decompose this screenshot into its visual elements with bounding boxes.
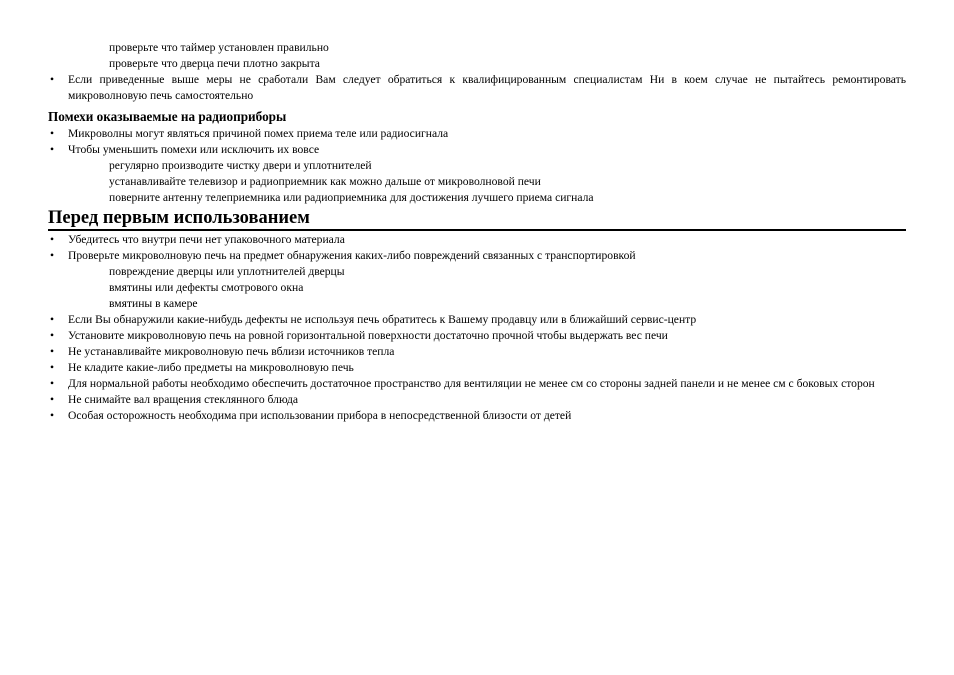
sub-item: регулярно производите чистку двери и уплотнителей: [109, 159, 372, 172]
check-item: проверьте что таймер установлен правильно: [109, 41, 329, 54]
sub-item: устанавливайте телевизор и радиоприемник как можно дальше от микроволновой печи: [109, 175, 541, 188]
list-item-text: Если Вы обнаружили какие-нибудь дефекты не используя печь обратитесь к Вашему продавцу или в ближайший сервис-центр: [68, 313, 697, 326]
list-item-text: Чтобы уменьшить помехи или исключить их вовсе: [68, 143, 320, 156]
bullet-icon: •: [50, 127, 55, 140]
list-item: [48, 408, 906, 424]
list-item: [48, 360, 906, 376]
list-item: [48, 72, 906, 104]
list-item: [48, 248, 906, 264]
bullet-icon: •: [50, 329, 55, 342]
list-item-text: Не устанавливайте микроволновую печь вблизи источников тепла: [68, 345, 395, 358]
bullet-icon: •: [50, 143, 55, 156]
list-item: [48, 142, 906, 158]
list-item-text: Не кладите какие-либо предметы на микроволновую печь: [68, 361, 354, 374]
list-item-text: Установите микроволновую печь на ровной горизонтальной поверхности достаточно прочной чтобы выдержать вес печи: [68, 329, 668, 342]
sub-item: вмятины в камере: [109, 297, 198, 310]
list-item: [48, 392, 906, 408]
section-title: Помехи оказываемые на радиоприборы: [48, 109, 287, 124]
bullet-icon: •: [50, 409, 55, 422]
list-item-text: Если приведенные выше меры не сработали Вам следует обратиться к квалифицированным специалистам Ни в коем случае не пытайтесь ремонтировать микроволновую печь самостоятельно: [68, 73, 906, 102]
list-item: [48, 376, 906, 392]
list-item-text: Не снимайте вал вращения стеклянного блюда: [68, 393, 299, 406]
sub-item: вмятины или дефекты смотрового окна: [109, 281, 304, 294]
bullet-icon: •: [50, 345, 55, 358]
list-item: [48, 328, 906, 344]
list-item-text: Для нормальной работы необходимо обеспечить достаточное пространство для вентиляции не менее см со стороны задней панели и не менее см с боковых сторон: [68, 377, 875, 390]
bullet-icon: •: [50, 361, 55, 374]
list-item-text: Особая осторожность необходима при использовании прибора в непосредственной близости от детей: [68, 409, 572, 422]
bullet-icon: •: [50, 313, 55, 326]
list-item-text: Убедитесь что внутри печи нет упаковочного материала: [68, 233, 345, 246]
manual-page: [48, 40, 906, 424]
list-item: [48, 126, 906, 142]
list-item-text: Проверьте микроволновую печь на предмет обнаружения каких-либо повреждений связанных с транспортировкой: [68, 249, 636, 262]
sub-item: повреждение дверцы или уплотнителей дверцы: [109, 265, 345, 278]
bullet-icon: •: [50, 233, 55, 246]
bullet-icon: •: [50, 377, 55, 390]
check-item: проверьте что дверца печи плотно закрыта: [109, 57, 320, 70]
bullet-icon: •: [50, 393, 55, 406]
page-heading: Перед первым использованием: [48, 207, 906, 231]
list-item: [48, 344, 906, 360]
list-item: [48, 312, 906, 328]
list-item: [48, 232, 906, 248]
bullet-icon: •: [50, 249, 55, 262]
list-item-text: Микроволны могут являться причиной помех приема теле или радиосигнала: [68, 127, 449, 140]
bullet-icon: •: [50, 73, 55, 86]
sub-item: поверните антенну телеприемника или радиоприемника для достижения лучшего приема сигнала: [109, 191, 594, 204]
